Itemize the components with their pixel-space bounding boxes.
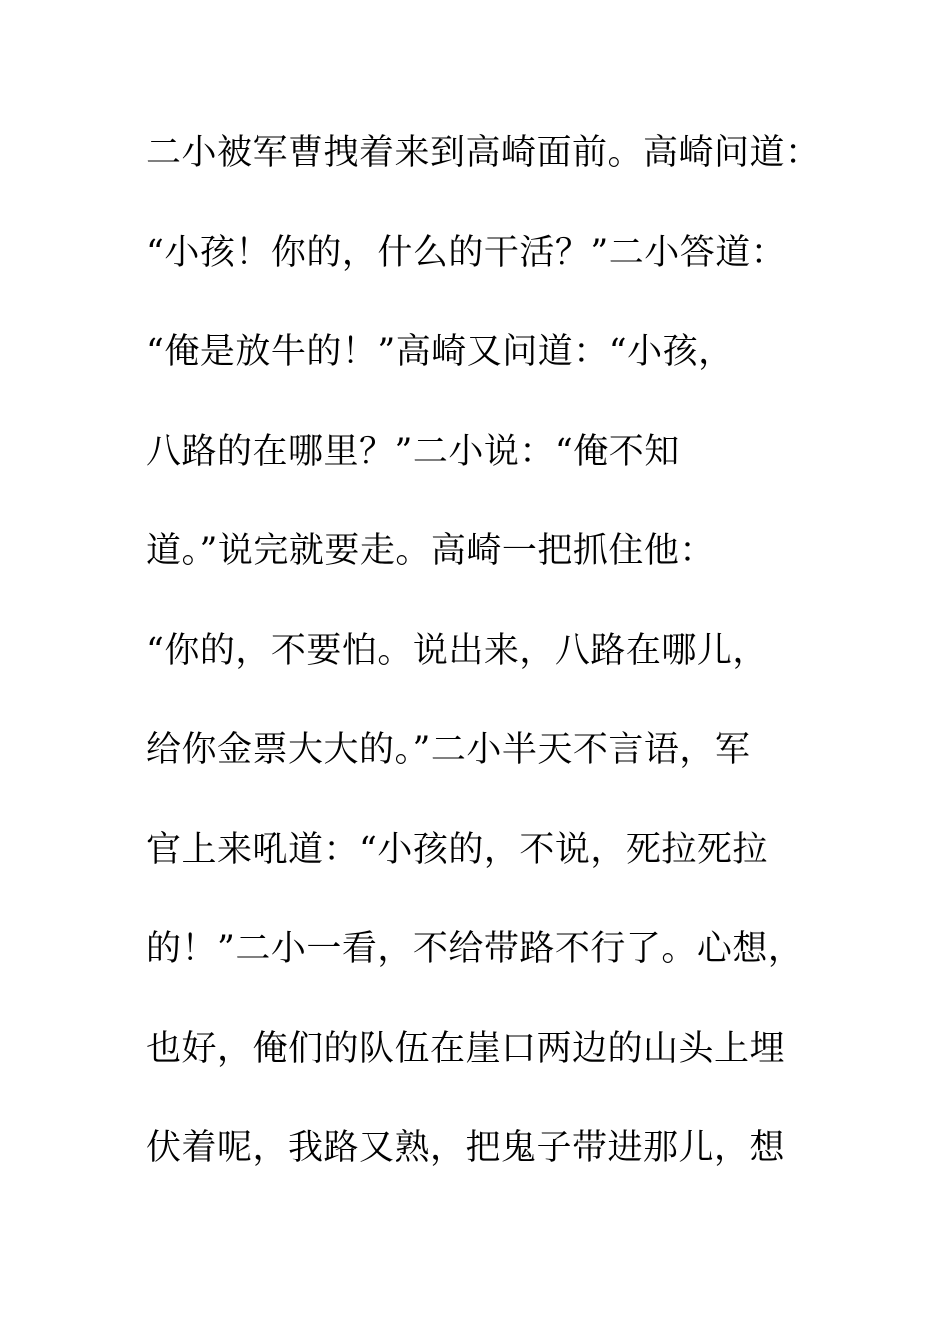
text-line: 给你金票大大的。”二小半天不言语，军 (146, 730, 751, 770)
text-line: “你的，不要怕。说出来，八路在哪儿， (146, 630, 768, 671)
story-paragraph (146, 128, 826, 1223)
text-line: 的！”二小一看，不给带路不行了。心想， (146, 929, 804, 969)
text-line: “小孩！你的，什么的干活？”二小答道： (146, 232, 787, 273)
text-line: “俺是放牛的！”高崎又问道：“小孩， (146, 332, 734, 372)
text-line: 也好，俺们的队伍在崖口两边的山头上埋 (146, 1028, 786, 1069)
text-line: 伏着呢，我路又熟，把鬼子带进那儿，想 (146, 1128, 786, 1168)
text-line: 二小被军曹拽着来到高崎面前。高崎问道： (146, 133, 821, 173)
text-line: 官上来吼道：“小孩的，不说，死拉死拉 (146, 829, 768, 870)
text-line: 八路的在哪里？”二小说：“俺不知 (146, 431, 680, 472)
text-line: 道。”说完就要走。高崎一把抓住他： (146, 531, 715, 571)
